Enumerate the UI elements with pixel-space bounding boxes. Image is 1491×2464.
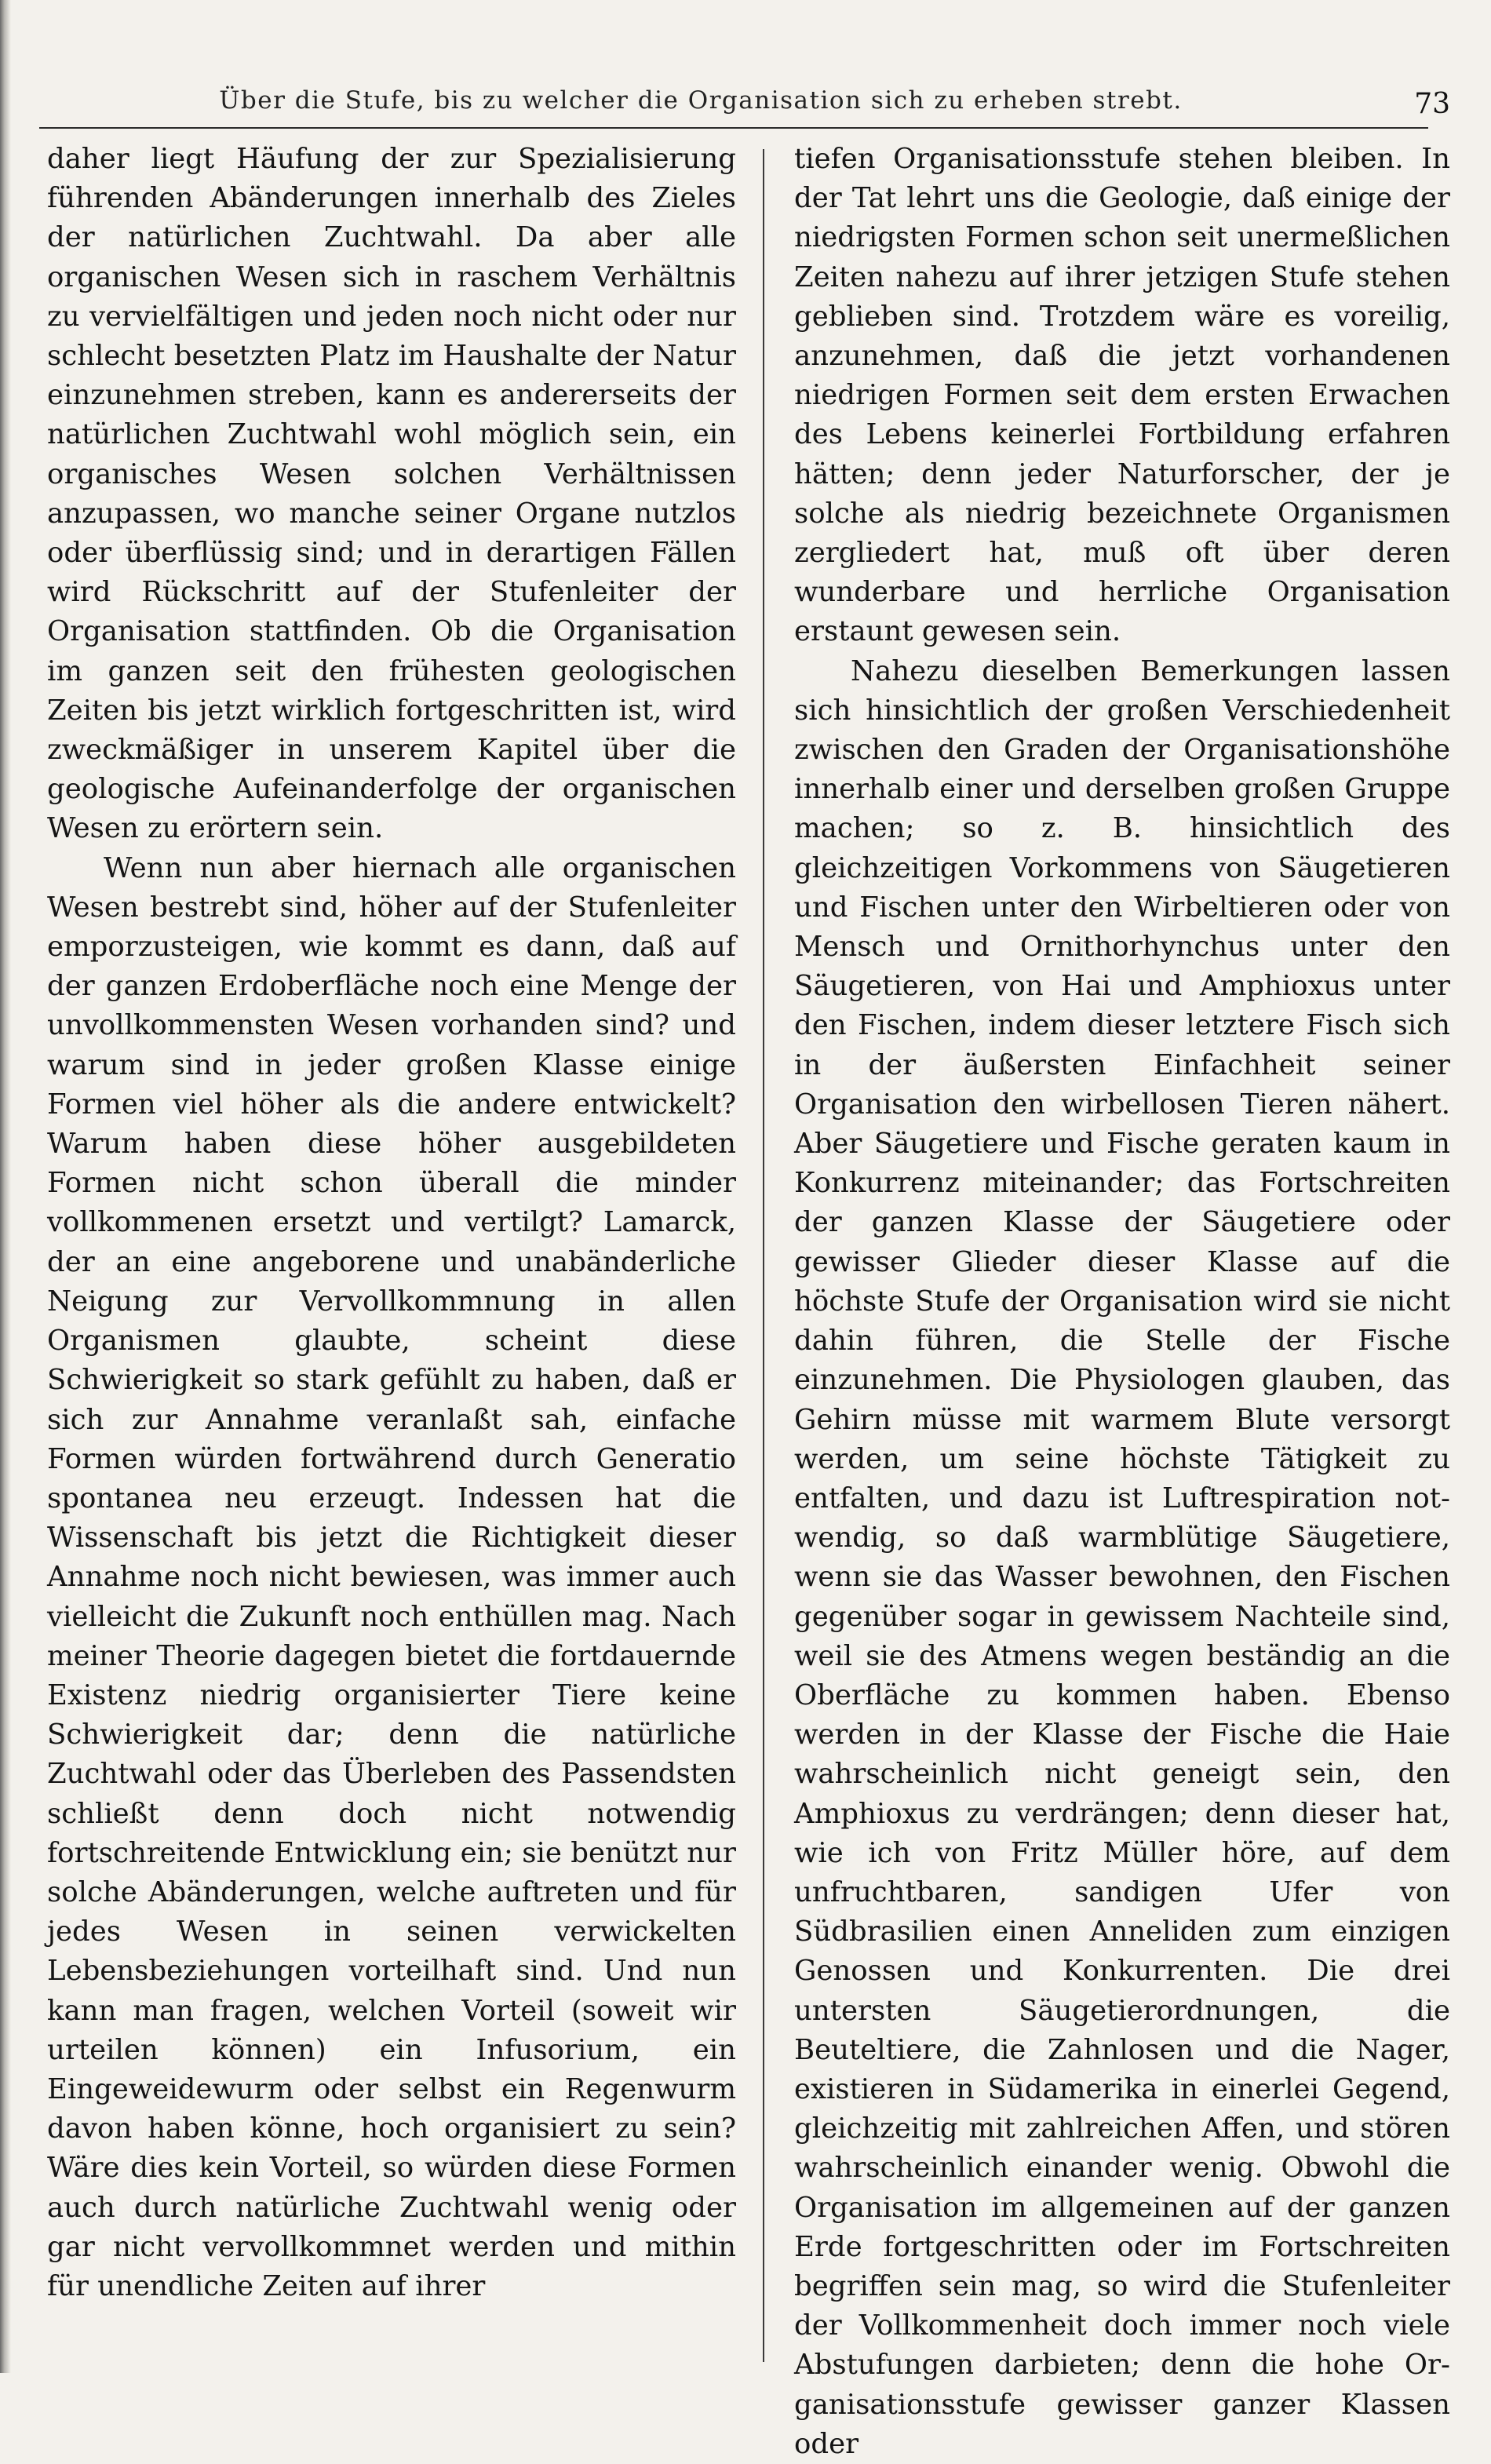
page-header [46, 78, 1450, 126]
paragraph: Nahezu dieselben Bemerkungen lassen sich hinsichtlich der großen Verschiedenheit zwischen den Graden der Organisationshöhe innerhalb einer und derselben großen Gruppe machen; so z. B. hinsichtlich des gleichzeitigen Vorkommens von Säugetieren und Fischen unter den Wirbeltieren oder von Mensch und Ornithorhynchus unter den Säugetieren, von Hai und Amphioxus unter den Fischen, indem dieser letztere Fisch sich in der äußersten Einfachheit seiner Organisation den wirbellosen Tieren nähert. Aber Säugetiere und Fische geraten kaum in Konkurrenz miteinander; das Fortschreiten der ganzen Klasse der Säugetiere oder gewisser Glieder dieser Klasse auf die höchste Stufe der Organisation wird sie nicht dahin führen, die Stelle der Fische einzunehmen. Die Physiologen glauben, das Gehirn müsse mit warmem Blute versorgt werden, um seine höchste Tätigkeit zu entfalten, und dazu ist Luftrespiration notwendig, so daß warmblütige Säugetiere, wenn sie das Wasser bewohnen, den Fischen gegenüber sogar in gewissem Nachteile sind, weil sie des Atmens wegen beständig an die Oberfläche zu kommen haben. Ebenso werden in der Klasse der Fische die Haie wahrscheinlich nicht geneigt sein, den Amphioxus zu verdrängen; denn dieser hat, wie ich von Fritz Müller höre, auf dem unfruchtbaren, sandigen Ufer von Südbrasilien einen Anneliden zum einzigen Genossen und Konkurrenten. Die drei untersten Säugetierordnungen, die Beuteltiere, die Zahnlosen und die Nager, existieren in Südamerika in einerlei Gegend, gleichzeitig mit zahlreichen Affen, und stören wahrscheinlich einander wenig. Obwohl die Organisation im allgemeinen auf der ganzen Erde fortgeschritten oder im Fortschreiten begriffen sein mag, so wird die Stufenleiter der Vollkommenheit doch immer noch viele Abstufungen darbieten; denn die hohe Organisationsstufe gewisser ganzer Klassen oder [794, 654, 1450, 2460]
right-column [794, 140, 1450, 2460]
column-divider [763, 149, 764, 2362]
page-number: 73 [1414, 88, 1450, 120]
paragraph: tiefen Organisationsstufe stehen bleiben. In der Tat lehrt uns die Geologie, daß einige der niedrigsten Formen schon seit unermeßlichen Zeiten nahezu auf ihrer jetzigen Stufe stehen geblieben sind. Trotzdem wäre es voreilig, anzunehmen, daß die jetzt vorhandenen niedrigen Formen seit dem ersten Erwachen des Lebens keinerlei Fortbildung erfahren hätten; denn jeder Naturforscher, der je solche als niedrig bezeichnete Organismen zergliedert hat, muß oft über deren wunderbare und herrliche Organisation erstaunt gewesen sein. [794, 143, 1450, 648]
paragraph: daher liegt Häufung der zur Spezialisierung führenden Abänderungen innerhalb des Zieles der natürlichen Zuchtwahl. Da aber alle organischen Wesen sich in raschem Verhältnis zu vervielfältigen und jeden noch nicht oder nur schlecht besetzten Platz im Haushalte der Natur einzunehmen streben, kann es andererseits der natürlichen Zuchtwahl wohl möglich sein, ein organisches Wesen solchen Verhältnissen anzupassen, wo manche seiner Organe nutzlos oder überflüssig sind; und in derartigen Fällen wird Rückschritt auf der Stufenleiter der Organisation stattfinden. Ob die Organisation im ganzen seit den frühesten geologischen Zeiten bis jetzt wirklich fortgeschritten ist, wird zweckmäßiger in unserem Kapitel über die geologische Aufeinanderfolge der organischen Wesen zu erörtern sein. [47, 143, 736, 845]
running-title: Über die Stufe, bis zu welcher die Organisation sich zu erheben strebt. [219, 86, 1183, 115]
paragraph: Wenn nun aber hiernach alle organischen Wesen bestrebt sind, höher auf der Stufenleiter emporzusteigen, wie kommt es dann, daß auf der ganzen Erdoberfläche noch eine Menge der unvollkommensten Wesen vorhanden sind? und warum sind in jeder großen Klasse einige Formen viel höher als die andere entwickelt? Warum haben diese höher ausgebildeten Formen nicht schon überall die minder vollkommenen ersetzt und vertilgt? Lamarck, der an eine angeborene und unabänderliche Neigung zur Vervollkommnung in allen Organismen glaubte, scheint diese Schwierigkeit so stark gefühlt zu haben, daß er sich zur Annahme veranlaßt sah, einfache Formen würden fortwährend durch Generatio spontanea neu erzeugt. Indessen hat die Wissenschaft bis jetzt die Richtigkeit dieser Annahme noch nicht bewiesen, was immer auch vielleicht die Zukunft noch enthüllen mag. Nach meiner Theorie dagegen bietet die fortdauernde Existenz niedrig organisierter Tiere keine Schwierigkeit dar; denn die natürliche Zuchtwahl oder das Überleben des Passendsten schließt denn doch nicht notwendig fortschreitende Entwicklung ein; sie benützt nur solche Abänderungen, welche auftreten und für jedes Wesen in seinen verwickelten Lebensbeziehungen vorteilhaft sind. Und nun kann man fragen, welchen Vorteil (soweit wir urteilen können) ein Infusorium, ein Eingeweidewurm oder selbst ein Regenwurm davon haben könne, hoch organisiert zu sein? Wäre dies kein Vorteil, so würden diese Formen auch durch natürliche Zuchtwahl wenig oder gar nicht vervollkommnet werden und mithin für unendliche Zeiten auf ihrer [47, 851, 736, 2302]
header-rule [39, 127, 1428, 129]
left-column [47, 140, 736, 2360]
page-binding-shadow [0, 0, 11, 2373]
